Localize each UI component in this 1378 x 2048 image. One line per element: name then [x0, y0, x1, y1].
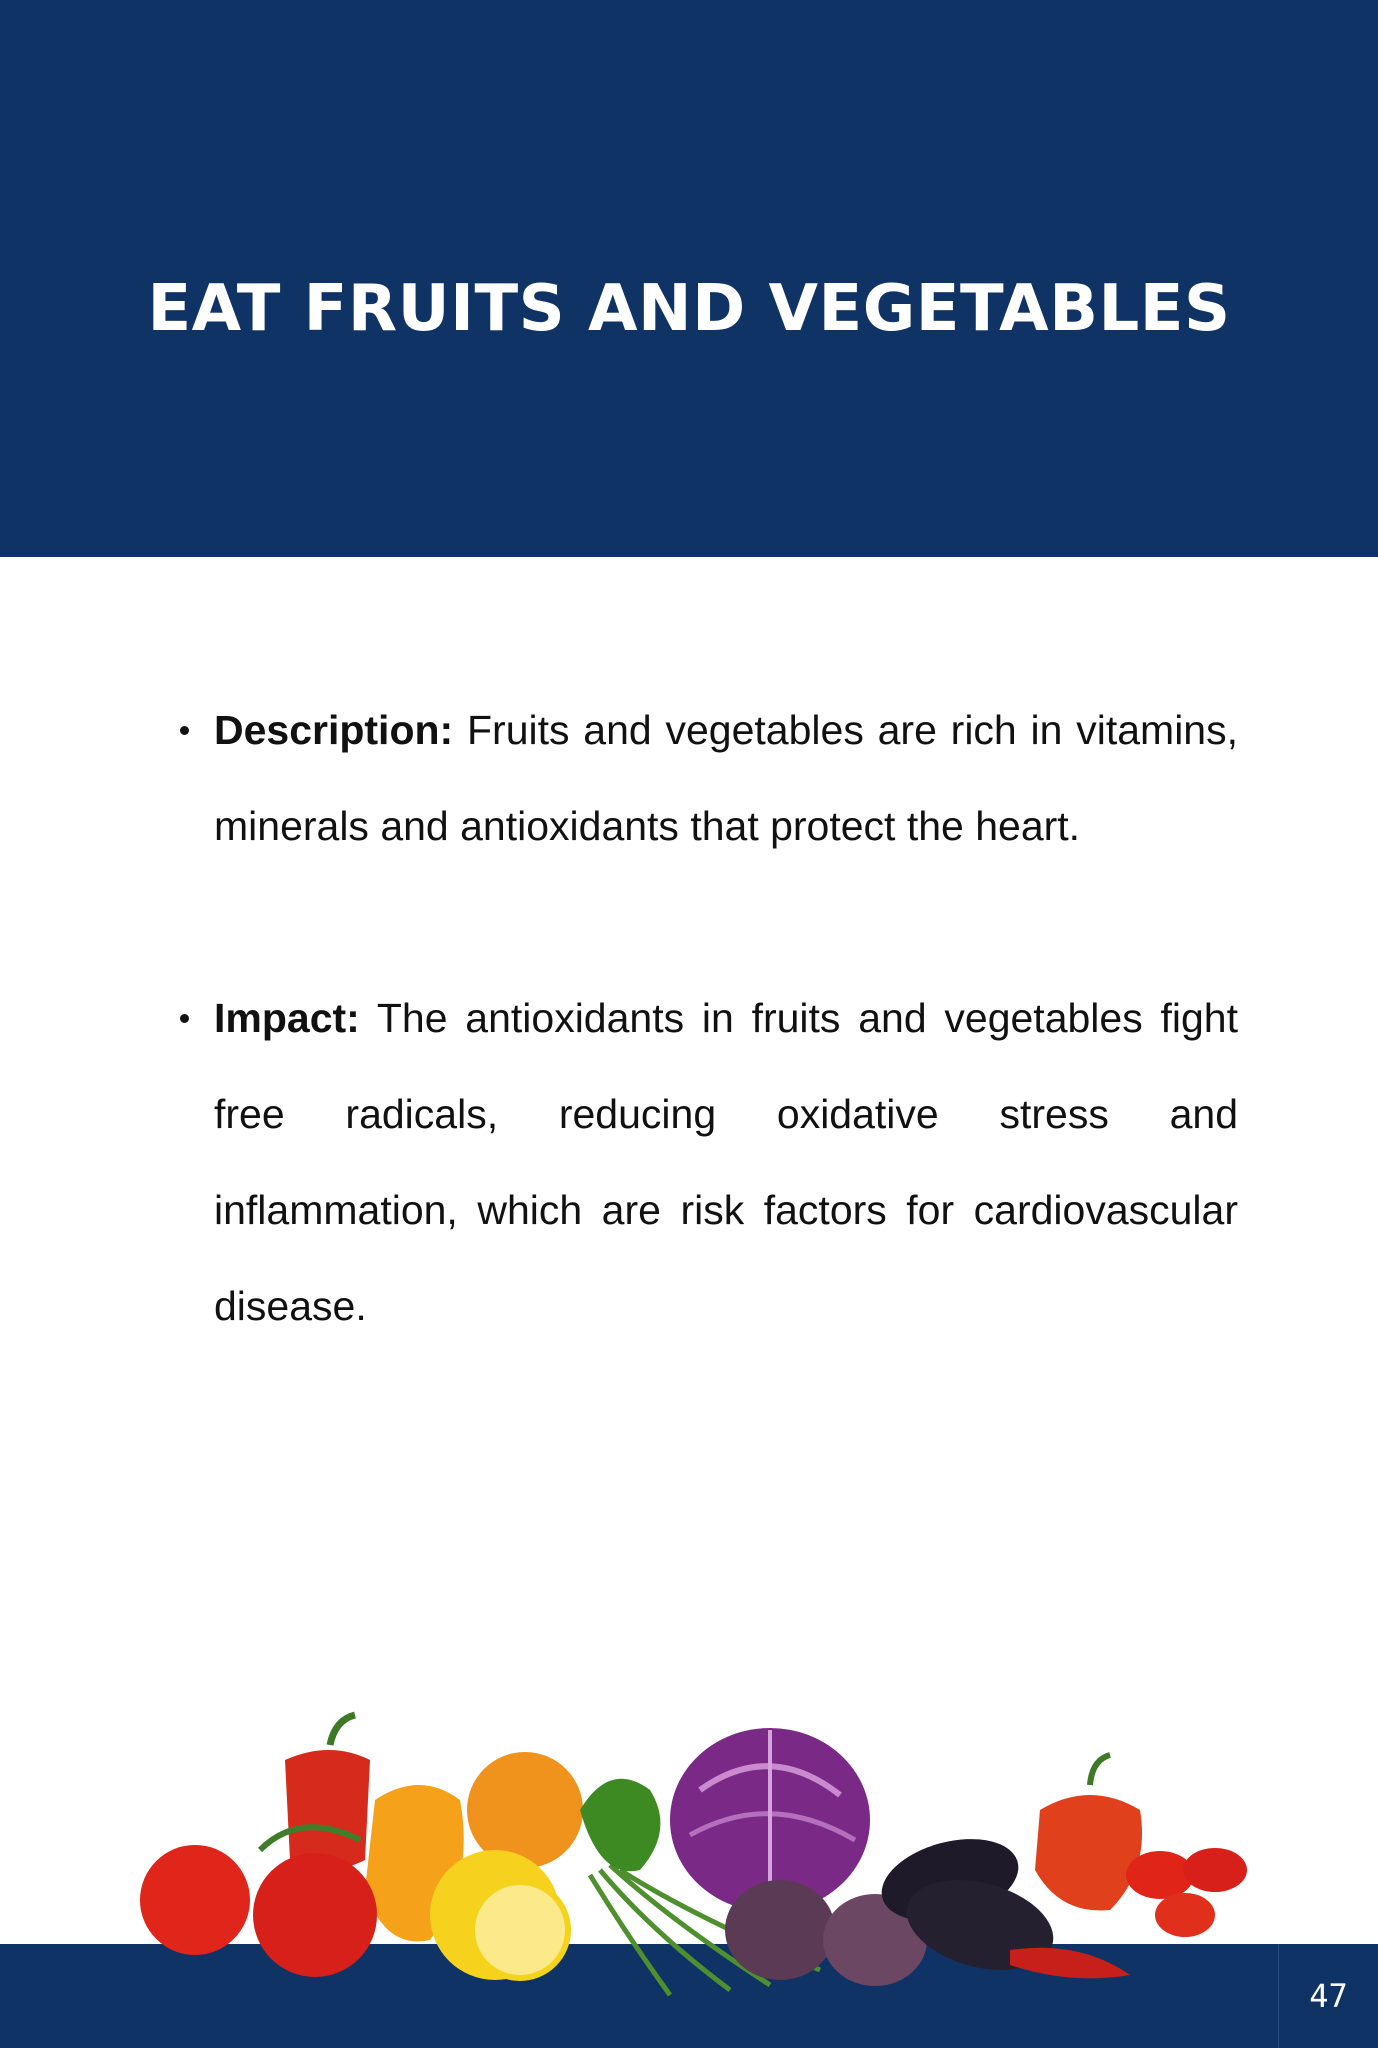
chili-pepper	[1010, 1948, 1130, 1979]
page-number: 47	[1309, 1977, 1348, 2015]
tomato	[253, 1853, 377, 1977]
cherry-tomato	[1155, 1893, 1215, 1937]
fig	[725, 1880, 835, 1980]
cherry-tomato	[1126, 1851, 1194, 1899]
bullet-label: Impact:	[214, 995, 360, 1041]
green-pepper	[580, 1779, 660, 1872]
red-bell-pepper	[1035, 1795, 1142, 1911]
cherry-tomato	[1183, 1848, 1247, 1892]
fruits-vegetables-illustration	[130, 1700, 1250, 2000]
bullet-description	[180, 682, 1238, 874]
content-list	[180, 682, 1238, 1354]
red-pepper	[285, 1750, 370, 1870]
bullet-text: The antioxidants in fruits and vegetables fight free radicals, reducing oxidative stress and inflammation, which are risk factors for cardiovascular disease.	[214, 995, 1238, 1329]
bullet-impact	[180, 970, 1238, 1354]
bullet-label: Description:	[214, 707, 454, 753]
bullet-dot-icon	[180, 1014, 189, 1023]
page-title: EAT FRUITS AND VEGETABLES	[147, 272, 1231, 346]
orange	[467, 1752, 583, 1868]
header-banner	[0, 0, 1378, 557]
tomato	[140, 1845, 250, 1955]
bullet-text: Fruits and vegetables are rich in vitamins, minerals and antioxidants that protect the heart.	[214, 707, 1238, 849]
bullet-dot-icon	[180, 726, 189, 735]
